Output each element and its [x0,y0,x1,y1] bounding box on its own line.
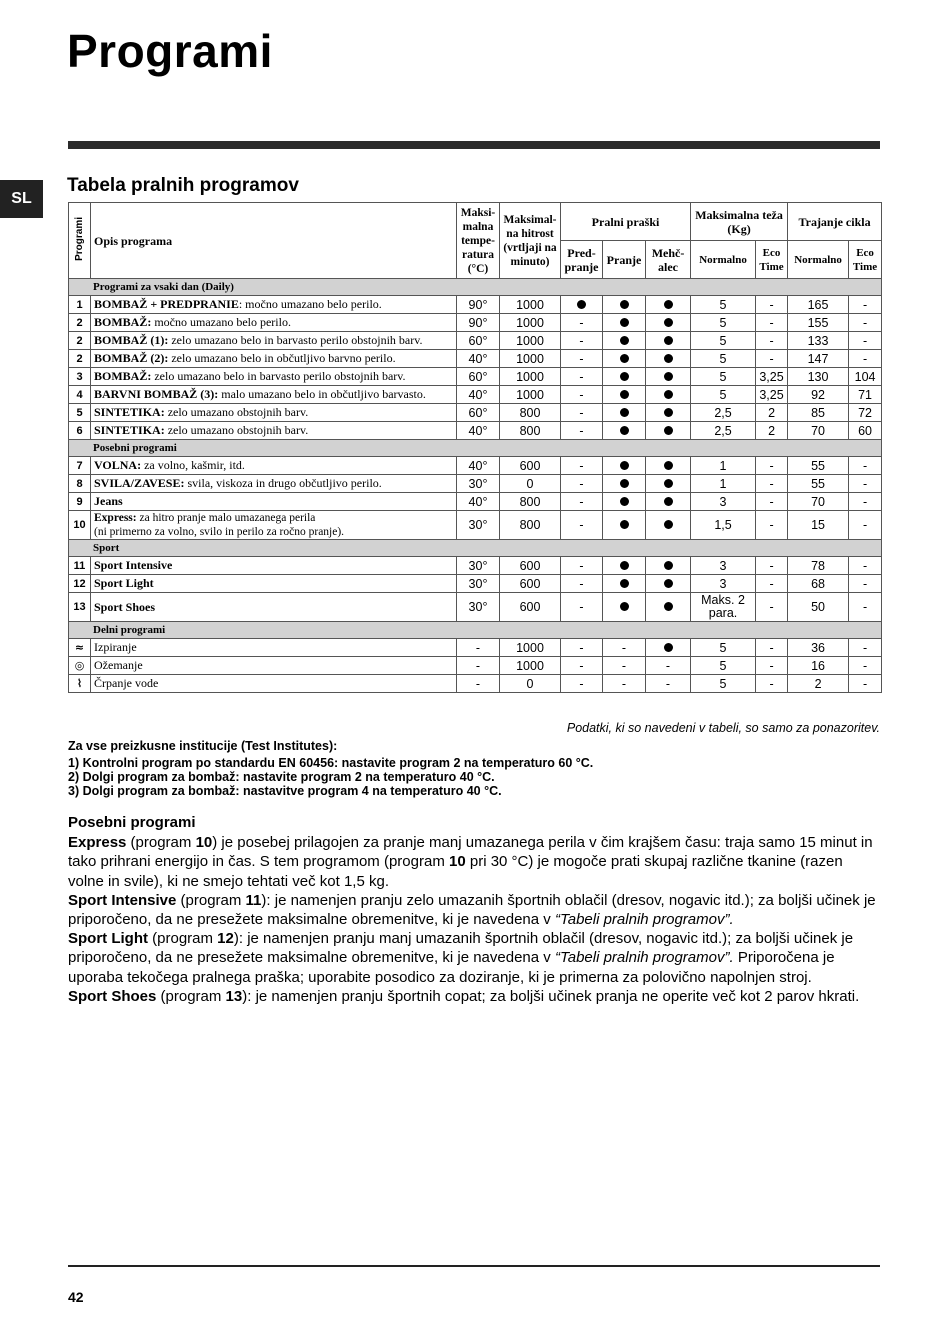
prewash-cell: - [561,593,603,622]
max-temperature: 40° [457,457,500,475]
program-number: 7 [69,457,91,475]
max-load-eco: - [756,557,788,575]
softener-cell [646,368,691,386]
prewash-cell: - [561,657,603,675]
bullet-icon [620,408,629,417]
duration-normal: 2 [788,675,849,693]
prewash-cell: - [561,493,603,511]
language-tab: SL [0,180,43,218]
duration-eco: - [849,575,882,593]
spin-icon: ◎ [74,659,85,672]
prewash-cell: - [561,557,603,575]
program-number: 3 [69,368,91,386]
wash-cell [603,296,646,314]
table-row [69,296,882,314]
wash-cell [603,575,646,593]
bullet-icon [664,602,673,611]
duration-normal: 155 [788,314,849,332]
header-max-load: Maksimalna teža (Kg) [691,203,788,241]
prewash-cell: - [561,475,603,493]
express-paragraph: Express (program 10) je posebej prilagojen za pranje manj umazanega perila v čim krajšem času: traja samo 15 minut in tako prihrani energijo in čas. S tem programom (program 10 pri 30 °C) je mogoče prati skupaj različne tkanine (razen volne in svile), ki ne smejo tehtati več kot 1,5 kg. [68,834,873,890]
wash-cell: - [603,639,646,657]
max-spin-speed: 800 [500,404,561,422]
table-row [69,511,882,540]
duration-eco: 104 [849,368,882,386]
table-row [69,457,882,475]
section-header-row [69,279,882,296]
section-title: Delni programi [69,622,882,639]
softener-cell [646,575,691,593]
softener-cell [646,475,691,493]
program-number: 10 [69,511,91,540]
test-note: 2) Dolgi program za bombaž: nastavite program 2 na temperaturo 40 °C. [68,770,495,784]
softener-cell [646,404,691,422]
sport-intensive-paragraph: Sport Intensive (program 11): je namenjen pranju zelo umazanih športnih oblačil (dresov, nogavic itd.); za boljši učinek je priporočeno, da ne presežete maksimalne obremenitve, ki je navedena v “Tabeli pralnih programov”. [68,891,876,929]
prewash-cell [561,296,603,314]
program-number: 5 [69,404,91,422]
softener-cell [646,457,691,475]
table-row [69,493,882,511]
bullet-icon [620,579,629,588]
max-temperature: - [457,639,500,657]
test-note: 1) Kontrolni program po standardu EN 60456: nastavite program 2 na temperaturo 60 °C. [68,756,594,770]
duration-eco: - [849,639,882,657]
program-description: Express: za hitro pranje malo umazanega perila (ni primerno za volno, svilo in perilo za ročno pranje). [91,511,457,540]
bullet-icon [664,300,673,309]
wash-cell [603,593,646,622]
program-description: BARVNI BOMBAŽ (3): malo umazano belo in občutljivo barvasto. [91,386,457,404]
max-temperature: 90° [457,296,500,314]
max-temperature: 30° [457,575,500,593]
max-spin-speed: 1000 [500,314,561,332]
program-description: BOMBAŽ: močno umazano belo perilo. [91,314,457,332]
duration-normal: 55 [788,457,849,475]
bullet-icon [664,318,673,327]
wash-cell [603,404,646,422]
duration-eco: - [849,657,882,675]
max-temperature: 40° [457,386,500,404]
wash-cell [603,422,646,440]
program-number: 9 [69,493,91,511]
duration-normal: 133 [788,332,849,350]
max-temperature: 30° [457,557,500,575]
table-row [69,368,882,386]
prewash-cell: - [561,314,603,332]
footer-rule [68,1265,880,1267]
max-load-normal: 5 [691,639,756,657]
section-header-row [69,622,882,639]
max-load-normal: 5 [691,296,756,314]
bullet-icon [664,354,673,363]
max-load-normal: 5 [691,386,756,404]
prewash-cell: - [561,386,603,404]
header-prewash: Pred-pranje [561,241,603,279]
bullet-icon [620,426,629,435]
header-softener: Mehč-alec [646,241,691,279]
prewash-cell: - [561,639,603,657]
program-description: Sport Intensive [91,557,457,575]
duration-normal: 15 [788,511,849,540]
wash-cell [603,332,646,350]
max-temperature: 30° [457,475,500,493]
table-row [69,350,882,368]
drain-icon: ⌇ [76,677,83,690]
softener-cell [646,639,691,657]
duration-eco: - [849,675,882,693]
duration-eco: 60 [849,422,882,440]
prewash-cell: - [561,675,603,693]
prewash-cell: - [561,575,603,593]
program-number: 8 [69,475,91,493]
bullet-icon [620,300,629,309]
max-spin-speed: 0 [500,675,561,693]
program-number: 6 [69,422,91,440]
duration-eco: - [849,593,882,622]
duration-eco: - [849,557,882,575]
program-description: BOMBAŽ + PREDPRANIE: močno umazano belo perilo. [91,296,457,314]
program-description: SINTETIKA: zelo umazano obstojnih barv. [91,422,457,440]
page-number: 42 [68,1289,84,1305]
max-temperature: 60° [457,332,500,350]
section-header-row [69,540,882,557]
section-title: Programi za vsaki dan (Daily) [69,279,882,296]
bullet-icon [664,643,673,652]
program-description: SINTETIKA: zelo umazano obstojnih barv. [91,404,457,422]
wash-cell: - [603,657,646,675]
table-disclaimer: Podatki, ki so navedeni v tabeli, so samo za ponazoritev. [566,721,880,735]
duration-eco: - [849,475,882,493]
max-spin-speed: 1000 [500,639,561,657]
max-load-eco: - [756,350,788,368]
max-spin-speed: 800 [500,422,561,440]
tests-heading: Za vse preizkusne institucije (Test Institutes): [68,739,338,753]
rinse-icon: ≈ [74,641,85,654]
table-title: Tabela pralnih programov [67,175,299,196]
duration-normal: 55 [788,475,849,493]
bullet-icon [620,318,629,327]
program-description: Sport Light [91,575,457,593]
program-description: Jeans [91,493,457,511]
header-wash: Pranje [603,241,646,279]
max-load-eco: - [756,314,788,332]
softener-cell [646,557,691,575]
max-spin-speed: 1000 [500,296,561,314]
table-row [69,657,882,675]
max-load-normal: 1 [691,457,756,475]
max-load-normal: 2,5 [691,404,756,422]
max-load-eco: 2 [756,422,788,440]
max-temperature: 90° [457,314,500,332]
bullet-icon [620,497,629,506]
softener-cell [646,511,691,540]
max-load-eco: - [756,593,788,622]
softener-cell [646,386,691,404]
prewash-cell: - [561,404,603,422]
bullet-icon [620,354,629,363]
max-spin-speed: 1000 [500,350,561,368]
program-description: Ožemanje [91,657,457,675]
max-load-normal: 5 [691,675,756,693]
header-opis: Opis programa [91,203,457,279]
page-title: Programi [67,25,273,77]
max-load-normal: 1 [691,475,756,493]
special-heading: Posebni programi [68,814,196,831]
max-load-normal: 5 [691,350,756,368]
max-load-normal: Maks. 2 para. [691,593,756,622]
duration-normal: 147 [788,350,849,368]
header-rule [68,141,880,149]
bullet-icon [620,390,629,399]
duration-normal: 92 [788,386,849,404]
table-row [69,422,882,440]
table-row [69,386,882,404]
max-spin-speed: 600 [500,575,561,593]
program-number: 2 [69,350,91,368]
bullet-icon [620,372,629,381]
bullet-icon [664,561,673,570]
program-number: 4 [69,386,91,404]
program-number: 2 [69,332,91,350]
table-row [69,639,882,657]
duration-normal: 68 [788,575,849,593]
max-load-eco: - [756,575,788,593]
program-icon-cell [69,639,91,657]
bullet-icon [664,520,673,529]
header-load-normal: Normalno [691,241,756,279]
max-spin-speed: 0 [500,475,561,493]
bullet-icon [620,602,629,611]
max-temperature: 40° [457,422,500,440]
header-temp: Maksi-malna tempe-ratura (°C) [457,203,500,279]
duration-eco: - [849,332,882,350]
max-spin-speed: 1000 [500,368,561,386]
max-load-normal: 5 [691,314,756,332]
wash-cell [603,457,646,475]
duration-eco: - [849,511,882,540]
sport-light-paragraph: Sport Light (program 12): je namenjen pranju manj umazanih športnih oblačil (dresov, nogavic itd.); za boljši učinek je priporočeno, da ne presežete maksimalne obremenitve, ki je navedena v “Tabeli pralnih programov”. Priporočena je uporaba tekočega pralnega praška; uporabite posodico za doziranje, ki je primerna za polovično napolnjen stroj. [68,930,854,986]
bullet-icon [664,479,673,488]
softener-cell [646,314,691,332]
max-temperature: 60° [457,368,500,386]
max-load-eco: - [756,457,788,475]
bullet-icon [620,336,629,345]
wash-cell [603,386,646,404]
max-spin-speed: 800 [500,493,561,511]
max-load-normal: 5 [691,332,756,350]
header-duration-normal: Normalno [788,241,849,279]
max-load-normal: 5 [691,368,756,386]
bullet-icon [664,408,673,417]
program-description: BOMBAŽ: zelo umazano belo in barvasto perilo obstojnih barv. [91,368,457,386]
max-spin-speed: 1000 [500,332,561,350]
program-number: 2 [69,314,91,332]
program-description: Sport Shoes [91,593,457,622]
max-spin-speed: 1000 [500,657,561,675]
duration-eco: - [849,314,882,332]
table-row [69,575,882,593]
table-row [69,314,882,332]
header-programi: Programi [69,203,91,279]
max-load-eco: - [756,332,788,350]
duration-eco: 71 [849,386,882,404]
max-load-normal: 3 [691,493,756,511]
max-load-normal: 2,5 [691,422,756,440]
bullet-icon [664,372,673,381]
program-description: Črpanje vode [91,675,457,693]
prewash-cell: - [561,350,603,368]
max-load-eco: - [756,296,788,314]
max-load-eco: 3,25 [756,386,788,404]
max-load-normal: 1,5 [691,511,756,540]
duration-normal: 16 [788,657,849,675]
bullet-icon [664,579,673,588]
program-description: SVILA/ZAVESE: svila, viskoza in drugo občutljivo perilo. [91,475,457,493]
bullet-icon [577,300,586,309]
softener-cell [646,422,691,440]
max-load-normal: 3 [691,575,756,593]
program-description: VOLNA: za volno, kašmir, itd. [91,457,457,475]
softener-cell: - [646,657,691,675]
duration-normal: 85 [788,404,849,422]
table-row [69,675,882,693]
softener-cell: - [646,675,691,693]
wash-cell [603,314,646,332]
max-load-eco: 3,25 [756,368,788,386]
wash-cell [603,368,646,386]
max-spin-speed: 600 [500,457,561,475]
max-temperature: 60° [457,404,500,422]
max-temperature: 30° [457,511,500,540]
sport-shoes-paragraph: Sport Shoes (program 13): je namenjen pranju športnih copat; za boljši učinek pranja ne operite več kot 2 parov hkrati. [68,987,860,1005]
bullet-icon [620,479,629,488]
softener-cell [646,332,691,350]
wash-cell: - [603,675,646,693]
wash-cell [603,493,646,511]
table-row [69,404,882,422]
bullet-icon [620,561,629,570]
bullet-icon [664,426,673,435]
test-institutes-notes [68,739,593,798]
header-duration: Trajanje cikla [788,203,882,241]
max-load-eco: - [756,639,788,657]
bullet-icon [664,390,673,399]
test-note: 3) Dolgi program za bombaž: nastavitve program 4 na temperaturo 40 °C. [68,784,502,798]
softener-cell [646,593,691,622]
header-detergents: Pralni praški [561,203,691,241]
wash-cell [603,511,646,540]
duration-eco: - [849,296,882,314]
max-spin-speed: 600 [500,593,561,622]
wash-cell [603,350,646,368]
special-programs-section [68,813,880,1006]
bullet-icon [620,461,629,470]
table-row [69,475,882,493]
max-spin-speed: 1000 [500,386,561,404]
duration-normal: 70 [788,493,849,511]
duration-normal: 70 [788,422,849,440]
program-icon-cell [69,657,91,675]
prewash-cell: - [561,511,603,540]
prewash-cell: - [561,422,603,440]
program-description: BOMBAŽ (1): zelo umazano belo in barvasto perilo obstojnih barv. [91,332,457,350]
section-header-row [69,440,882,457]
prewash-cell: - [561,457,603,475]
table-row [69,332,882,350]
header-duration-eco: Eco Time [849,241,882,279]
program-number: 1 [69,296,91,314]
max-load-eco: - [756,493,788,511]
softener-cell [646,296,691,314]
section-title: Posebni programi [69,440,882,457]
duration-normal: 130 [788,368,849,386]
duration-eco: 72 [849,404,882,422]
max-temperature: - [457,675,500,693]
max-temperature: 40° [457,350,500,368]
max-temperature: 40° [457,493,500,511]
duration-eco: - [849,457,882,475]
program-description: Izpiranje [91,639,457,657]
wash-cell [603,475,646,493]
table-row [69,557,882,575]
bullet-icon [664,461,673,470]
max-spin-speed: 800 [500,511,561,540]
max-spin-speed: 600 [500,557,561,575]
max-load-eco: - [756,675,788,693]
max-load-eco: 2 [756,404,788,422]
duration-normal: 50 [788,593,849,622]
prewash-cell: - [561,368,603,386]
program-description: BOMBAŽ (2): zelo umazano belo in občutljivo barvno perilo. [91,350,457,368]
header-speed: Maksimal-na hitrost (vrtljaji na minuto) [500,203,561,279]
program-number: 13 [69,593,91,622]
softener-cell [646,350,691,368]
max-temperature: 30° [457,593,500,622]
max-load-eco: - [756,657,788,675]
section-title: Sport [69,540,882,557]
programs-table [68,202,882,693]
max-load-normal: 5 [691,657,756,675]
bullet-icon [620,520,629,529]
bullet-icon [664,336,673,345]
program-number: 11 [69,557,91,575]
duration-normal: 36 [788,639,849,657]
max-temperature: - [457,657,500,675]
max-load-eco: - [756,511,788,540]
duration-eco: - [849,350,882,368]
program-icon-cell [69,675,91,693]
prewash-cell: - [561,332,603,350]
max-load-eco: - [756,475,788,493]
bullet-icon [664,497,673,506]
wash-cell [603,557,646,575]
header-load-eco: Eco Time [756,241,788,279]
softener-cell [646,493,691,511]
duration-eco: - [849,493,882,511]
max-load-normal: 3 [691,557,756,575]
program-number: 12 [69,575,91,593]
duration-normal: 78 [788,557,849,575]
duration-normal: 165 [788,296,849,314]
table-row [69,593,882,622]
